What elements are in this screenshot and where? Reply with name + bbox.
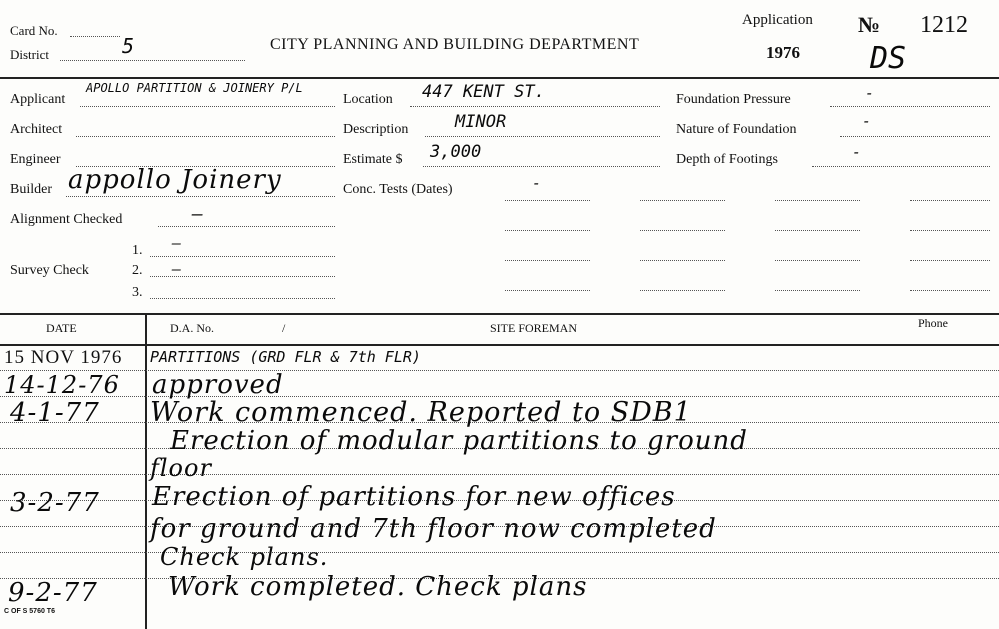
builder-label: Builder xyxy=(10,182,52,197)
conc-line-r1c3 xyxy=(775,200,860,201)
survey-num-3: 3. xyxy=(132,285,143,300)
log-date-1: 15 NOV 1976 xyxy=(4,347,123,368)
engineer-label: Engineer xyxy=(10,152,61,167)
conc-line-r4c2 xyxy=(640,290,725,291)
number-symbol: № xyxy=(858,12,881,37)
nature-of-foundation-line xyxy=(840,136,990,137)
conc-line-r1c2 xyxy=(640,200,725,201)
description-value: MINOR xyxy=(455,112,507,132)
application-label: Application xyxy=(742,12,813,28)
depth-of-footings-line xyxy=(812,166,990,167)
application-year: 1976 xyxy=(766,43,800,62)
survey-value-1: — xyxy=(172,234,182,252)
log-entry-3-line-3: floor xyxy=(150,454,212,482)
table-top-rule xyxy=(0,313,999,315)
builder-value: appollo Joinery xyxy=(68,165,282,195)
log-entry-4: Erection of partitions for new offices xyxy=(152,482,676,512)
log-date-2: 14-12-76 xyxy=(4,371,120,399)
log-entry-1: PARTITIONS (GRD FLR & 7th FLR) xyxy=(150,348,421,366)
conc-line-r2c1 xyxy=(505,230,590,231)
log-entry-3: Work commenced. Reported to SDB1 xyxy=(150,397,692,428)
conc-tests-value: - xyxy=(532,174,542,192)
conc-line-r3c1 xyxy=(505,260,590,261)
department-title: CITY PLANNING AND BUILDING DEPARTMENT xyxy=(270,36,640,53)
location-value: 447 KENT ST. xyxy=(422,82,545,102)
log-date-4: 3-2-77 xyxy=(10,488,100,518)
architect-line xyxy=(76,136,335,137)
card-no-label: Card No. xyxy=(10,23,58,38)
row-line xyxy=(0,370,999,371)
estimate-value: 3,000 xyxy=(430,142,482,162)
depth-of-footings-value: - xyxy=(852,143,862,161)
foundation-pressure-value: - xyxy=(865,84,875,102)
district-value: 5 xyxy=(122,34,135,58)
conc-line-r3c3 xyxy=(775,260,860,261)
description-line xyxy=(425,136,660,137)
applicant-line xyxy=(80,106,335,107)
card-no-line xyxy=(70,36,120,37)
survey-num-2: 2. xyxy=(132,263,143,278)
date-header: DATE xyxy=(46,321,77,335)
applicant-label: Applicant xyxy=(10,92,66,107)
conc-line-r3c2 xyxy=(640,260,725,261)
district-label: District xyxy=(10,47,49,62)
survey-num-1: 1. xyxy=(132,243,143,258)
phone-header: Phone xyxy=(918,316,948,330)
estimate-line xyxy=(423,166,660,167)
log-entry-4-line-3: Check plans. xyxy=(160,543,329,571)
nature-of-foundation-label: Nature of Foundation xyxy=(676,122,797,137)
date-column-rule xyxy=(145,313,147,629)
alignment-line xyxy=(158,226,335,227)
applicant-value: APOLLO PARTITION & JOINERY P/L xyxy=(86,81,303,95)
log-entry-5: Work completed. Check plans xyxy=(168,572,588,602)
conc-line-r1c1 xyxy=(505,200,590,201)
description-label: Description xyxy=(343,122,409,137)
log-entry-2: approved xyxy=(152,370,284,400)
conc-line-r1c4 xyxy=(910,200,990,201)
log-entry-4-line-2: for ground and 7th floor now completed xyxy=(150,514,717,544)
conc-line-r2c2 xyxy=(640,230,725,231)
conc-line-r3c4 xyxy=(910,260,990,261)
da-no-header: D.A. No. xyxy=(170,321,214,335)
alignment-value: — xyxy=(192,204,203,225)
depth-of-footings-label: Depth of Footings xyxy=(676,152,778,167)
conc-line-r4c3 xyxy=(775,290,860,291)
ds-mark: DS xyxy=(870,41,907,76)
estimate-label: Estimate $ xyxy=(343,152,403,167)
log-date-3: 4-1-77 xyxy=(10,398,100,428)
da-slash: / xyxy=(282,321,286,335)
site-foreman-header: SITE FOREMAN xyxy=(490,321,578,335)
conc-line-r4c4 xyxy=(910,290,990,291)
header-rule xyxy=(0,77,999,79)
survey-line-3 xyxy=(150,298,335,299)
conc-line-r4c1 xyxy=(505,290,590,291)
architect-label: Architect xyxy=(10,122,63,137)
conc-tests-label: Conc. Tests (Dates) xyxy=(343,182,453,197)
survey-line-1 xyxy=(150,256,335,257)
log-entry-3-line-2: Erection of modular partitions to ground xyxy=(170,426,748,456)
alignment-label: Alignment Checked xyxy=(10,212,123,227)
nature-of-foundation-value: - xyxy=(862,112,872,130)
conc-line-r2c4 xyxy=(910,230,990,231)
builder-line xyxy=(66,196,335,197)
location-line xyxy=(410,106,660,107)
survey-value-2: — xyxy=(172,260,182,278)
log-date-5: 9-2-77 xyxy=(8,578,98,608)
row-line xyxy=(0,552,999,553)
foundation-pressure-label: Foundation Pressure xyxy=(676,92,791,107)
form-code: C OF S 5760 T6 xyxy=(4,608,55,615)
district-line xyxy=(60,60,245,61)
table-header-rule xyxy=(0,344,999,346)
location-label: Location xyxy=(343,92,393,107)
conc-line-r2c3 xyxy=(775,230,860,231)
application-number: 1212 xyxy=(920,12,968,38)
foundation-pressure-line xyxy=(830,106,990,107)
survey-label: Survey Check xyxy=(10,263,89,278)
